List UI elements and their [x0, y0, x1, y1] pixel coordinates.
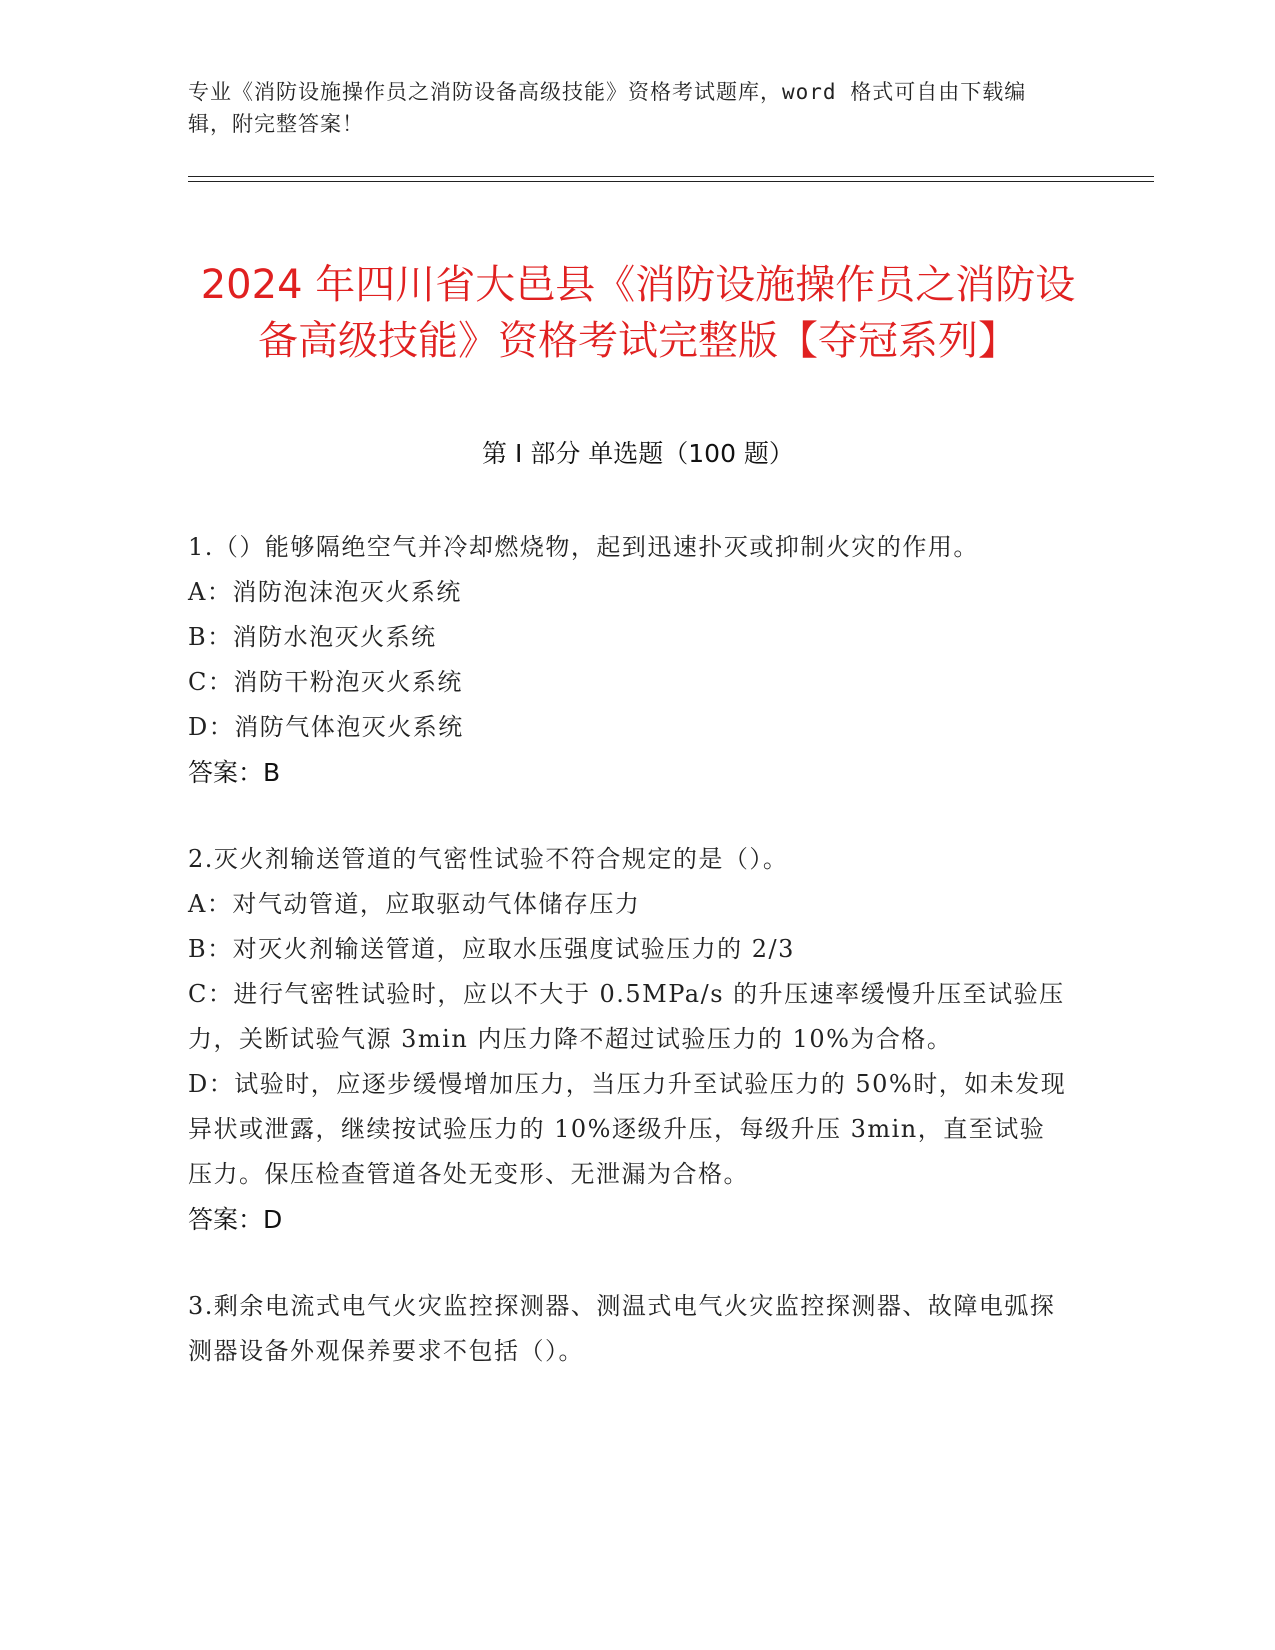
question-text: 2.灭火剂输送管道的气密性试验不符合规定的是（）。 [188, 845, 789, 873]
header-divider-top [188, 176, 1154, 177]
option-a: A：对气动管道，应取驱动气体储存压力 [188, 890, 641, 918]
option-d: D：试验时，应逐步缓慢增加压力，当压力升至试验压力的 50%时，如未发现异状或泄露，继续按试验压力的 10%逐级升压，每级升压 3min，直至试验压力。保压检查管道各处无变形、无泄漏为合格。 [188, 1070, 1067, 1188]
answer-label: 答案：D [188, 1205, 283, 1234]
question-text: 3.剩余电流式电气火灾监控探测器、测温式电气火灾监控探测器、故障电弧探测器设备外观保养要求不包括（）。 [188, 1292, 1056, 1365]
option-d: D：消防气体泡灭火系统 [188, 713, 464, 741]
option-c: C：消防干粉泡灭火系统 [188, 668, 463, 696]
option-c: C：进行气密牲试验时，应以不大于 0.5MPa/s 的升压速率缓慢升压至试验压力，关断试验气源 3min 内压力降不超过试验压力的 10%为合格。 [188, 980, 1065, 1053]
answer-label: 答案：B [188, 758, 281, 787]
document-title: 2024 年四川省大邑县《消防设施操作员之消防设备高级技能》资格考试完整版【夺冠系列】 [200, 261, 1076, 364]
question-3 [188, 1284, 1068, 1374]
option-b: B：对灭火剂输送管道，应取水压强度试验压力的 2/3 [188, 935, 795, 963]
header-note: 专业《消防设施操作员之消防设备高级技能》资格考试题库，word 格式可自由下载编辑，附完整答案！ [188, 80, 1027, 136]
question-2 [188, 837, 1068, 1242]
question-1 [188, 525, 1068, 795]
section-title: 第 I 部分 单选题（100 题） [482, 439, 794, 468]
option-a: A：消防泡沫泡灭火系统 [188, 578, 462, 606]
question-list [188, 525, 1068, 1416]
header-divider-bottom [188, 181, 1154, 182]
question-text: 1.（）能够隔绝空气并冷却燃烧物，起到迅速扑灭或抑制火灾的作用。 [188, 533, 979, 561]
option-b: B：消防水泡灭火系统 [188, 623, 437, 651]
